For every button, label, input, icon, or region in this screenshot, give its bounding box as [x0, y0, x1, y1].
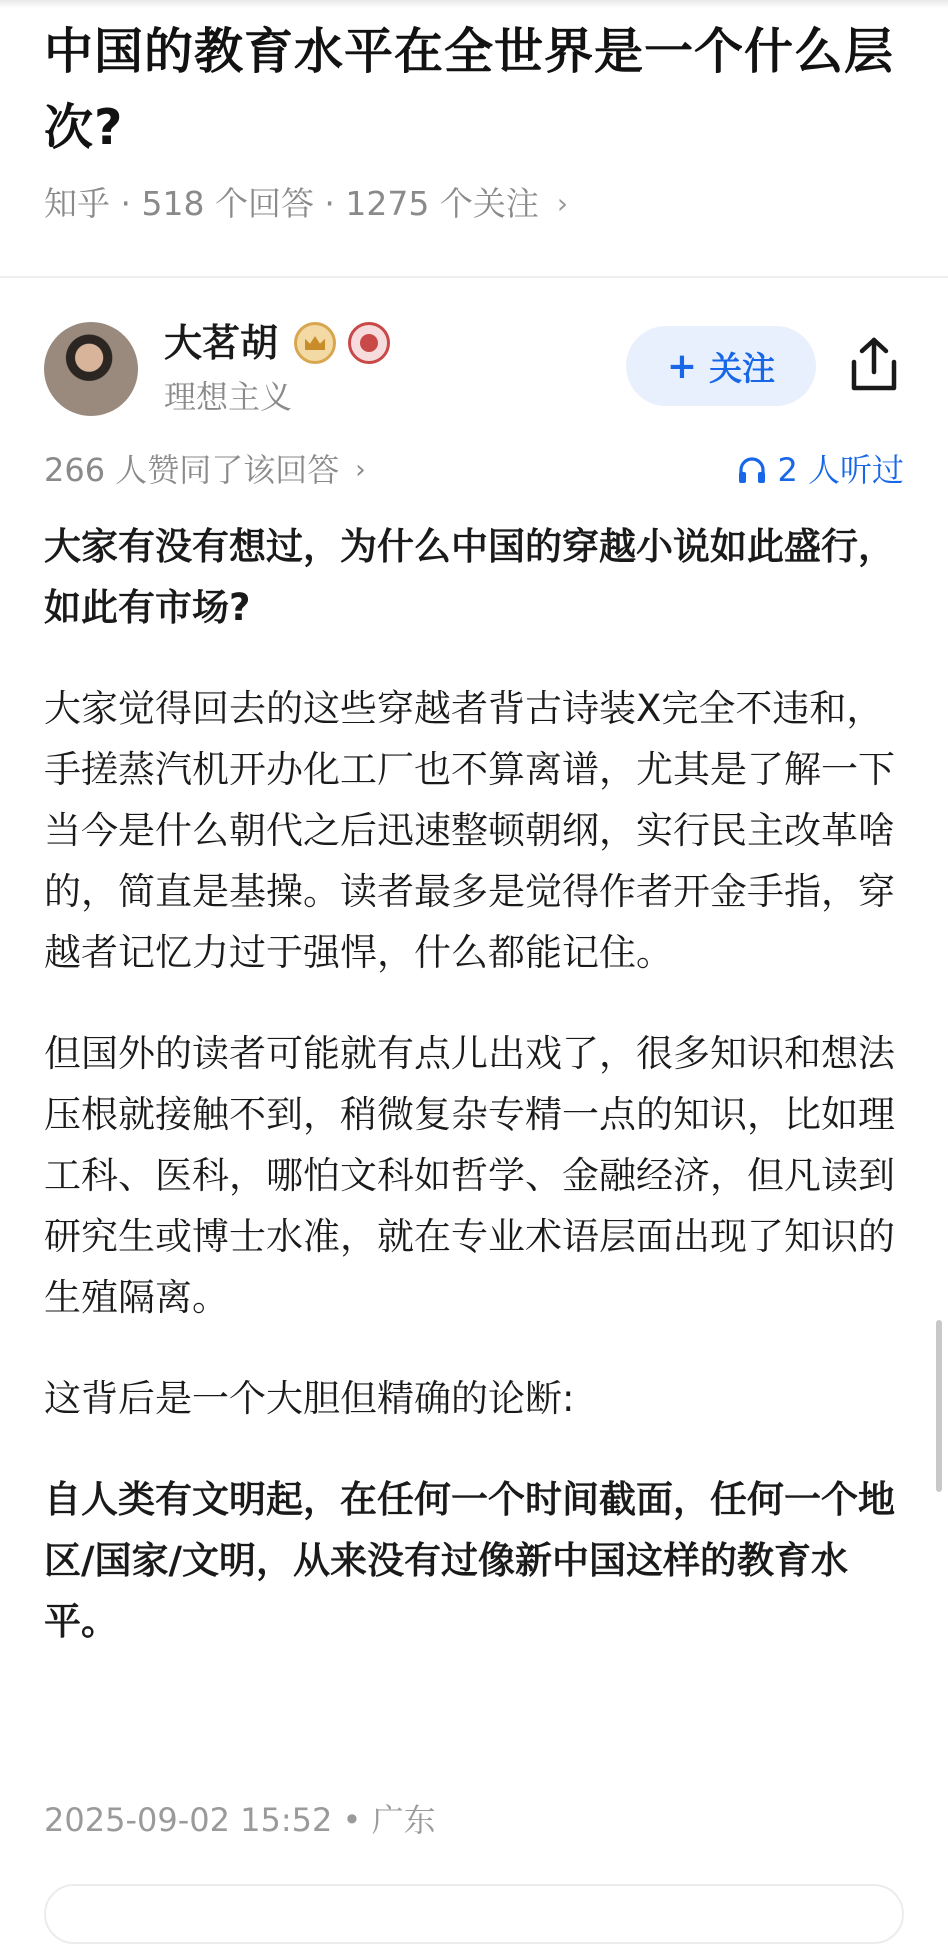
- question-meta[interactable]: [44, 176, 568, 232]
- question-meta-text: 知乎 · 518 个回答 · 1275 个关注: [44, 184, 539, 223]
- author-name: 大茗胡: [164, 321, 279, 365]
- scrollbar[interactable]: [936, 1320, 942, 1492]
- answer-paragraph: 但国外的读者可能就有点儿出戏了，很多知识和想法压根就接触不到，稍微复杂专精一点的知识，比如理工科、医科，哪怕文科如哲学、金融经济，但凡读到研究生或博士水准，就在专业术语层面出现了知识的生殖隔离。: [44, 1032, 895, 1319]
- comment-input-bar[interactable]: [44, 1884, 904, 1944]
- answer-timestamp: 2025-09-02 15:52 • 广东: [44, 1801, 436, 1839]
- plus-icon: +: [666, 345, 698, 387]
- answer-body: [44, 516, 910, 1692]
- answer-paragraph: 大家觉得回去的这些穿越者背古诗装X完全不违和，手搓蒸汽机开办化工厂也不算离谱，尤其是了解一下当今是什么朝代之后迅速整顿朝纲，实行民主改革啥的，简直是基操。读者最多是觉得作者开金手指，穿越者记忆力过于强悍，什么都能记住。: [44, 687, 895, 974]
- answer-paragraph: 大家有没有想过，为什么中国的穿越小说如此盛行，如此有市场?: [44, 525, 895, 629]
- follow-button[interactable]: [626, 326, 816, 406]
- author-name-row[interactable]: [164, 314, 390, 372]
- chevron-right-icon: ›: [556, 187, 569, 220]
- follow-button-label: 关注: [709, 348, 776, 388]
- answer-paragraph: 自人类有文明起，在任何一个时间截面，任何一个地区/国家/文明，从来没有过像新中国这样的教育水平。: [44, 1478, 895, 1643]
- vote-count[interactable]: [44, 444, 366, 496]
- headphones-icon: [737, 455, 767, 485]
- top-edge-shadow: [0, 0, 948, 8]
- question-title[interactable]: 中国的教育水平在全世界是一个什么层次?: [44, 23, 895, 156]
- author-tagline: 理想主义: [164, 378, 293, 416]
- section-divider: [0, 276, 948, 278]
- share-icon[interactable]: [848, 336, 900, 394]
- crown-badge-icon[interactable]: [294, 322, 336, 364]
- answer-paragraph: 这背后是一个大胆但精确的论断:: [44, 1377, 575, 1420]
- listen-count[interactable]: [737, 444, 904, 496]
- chevron-right-icon: ›: [355, 455, 366, 485]
- vote-count-text: 266 人赞同了该回答: [44, 451, 340, 489]
- red-medal-badge-icon[interactable]: [348, 322, 390, 364]
- listen-count-text: 2 人听过: [777, 451, 904, 489]
- author-avatar[interactable]: [44, 322, 138, 416]
